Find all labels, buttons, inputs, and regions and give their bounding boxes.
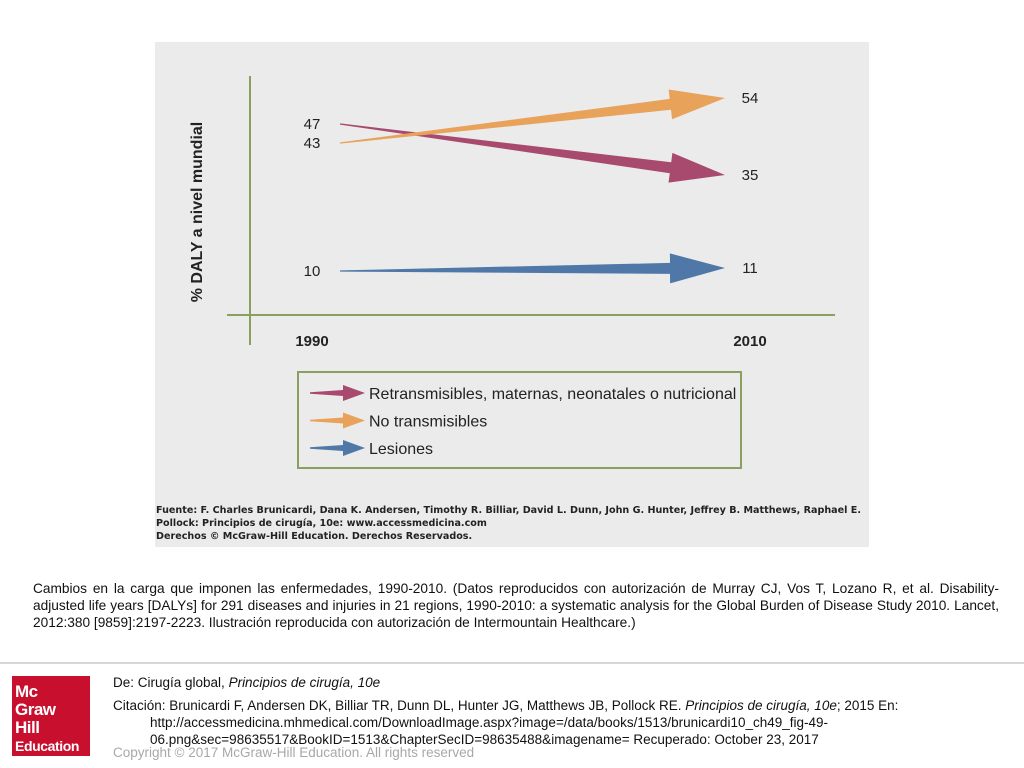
series-arrow-1 [340, 123, 725, 182]
x-tick-label: 2010 [733, 333, 767, 350]
figure-source-note [155, 504, 869, 543]
start-value-label: 43 [303, 135, 321, 152]
source-line-2: Pollock: Principios de cirugía, 10e: www.accessmedicina.com [156, 518, 487, 529]
figure-caption: Cambios en la carga que imponen las enfermedades, 1990-2010. (Datos reproducidos con autorización de Murray CJ, Vos T, Lozano R, et al. Disability-adjusted life years [DALYs] for 291 diseases and injuries in 21 regions, 1990-2010: a systematic analysis for the Global Burden of Disease Study 2010. Lancet, 2012:380 [9859]:2197-2223. Ilustración reproducida con autorización de Intermountain Healthcare.) [33, 581, 999, 630]
from-book-title: Principios de cirugía, 10e [228, 675, 381, 690]
legend-entry-label: Lesiones [369, 441, 434, 458]
legend-entry-label: Retransmisibles, maternas, neonatales o nutricional [369, 386, 737, 403]
citation-book-title: Principios de cirugía, 10e [685, 698, 837, 713]
citation-separator: . [677, 698, 686, 713]
logo-line-2: Graw [15, 700, 56, 719]
citation-block [113, 674, 993, 748]
copyright-notice: Copyright © 2017 McGraw-Hill Education. All rights reserved [113, 745, 475, 760]
figure-panel [155, 42, 869, 547]
end-value-label: 11 [742, 260, 758, 277]
footer-divider [0, 662, 1024, 664]
source-line-3: Derechos © McGraw-Hill Education. Derechos Reservados. [156, 531, 473, 542]
legend-swatch-arrow [310, 385, 365, 401]
citation-rest: ; 2015 En: [836, 698, 899, 713]
daly-chart [155, 42, 869, 502]
y-axis-label: % DALY a nivel mundial [189, 121, 206, 303]
citation-url-line-1: http://accessmedicina.mhmedical.com/DownloadImage.aspx?image=/data/books/1513/brunicardi10_ch49_fig-49- [150, 715, 829, 730]
end-value-label: 54 [741, 90, 759, 107]
logo-line-4: Education [15, 738, 80, 754]
end-value-label: 35 [741, 167, 759, 184]
logo-line-3: Hill [15, 718, 40, 737]
series-arrow-3 [340, 253, 725, 283]
start-value-label: 10 [303, 263, 321, 280]
from-prefix: De: Cirugía global, [113, 675, 229, 690]
legend-swatch-arrow [310, 413, 365, 429]
series-arrow-2 [340, 90, 725, 144]
x-tick-label: 1990 [295, 333, 329, 350]
citation-prefix: Citación: Brunicardi F, Andersen DK, Billiar TR, Dunn DL, Hunter JG, Matthews JB, Pollock RE [113, 698, 678, 713]
mcgraw-hill-logo [12, 676, 90, 756]
source-line-1: Fuente: F. Charles Brunicardi, Dana K. Andersen, Timothy R. Billiar, David L. Dunn, John G. Hunter, Jeffrey B. Matthews, Raphael E. [156, 505, 861, 516]
logo-line-1: Mc [15, 682, 38, 701]
legend-swatch-arrow [310, 440, 365, 456]
source-line [113, 674, 993, 691]
start-value-label: 47 [303, 116, 321, 133]
citation-url-line-2: 06.png&sec=98635517&BookID=1513&ChapterSecID=98635488&imagename= Recuperado: October 23, 2017 [150, 732, 819, 747]
citation-line [113, 697, 993, 714]
legend-entry-label: No transmisibles [369, 413, 488, 431]
